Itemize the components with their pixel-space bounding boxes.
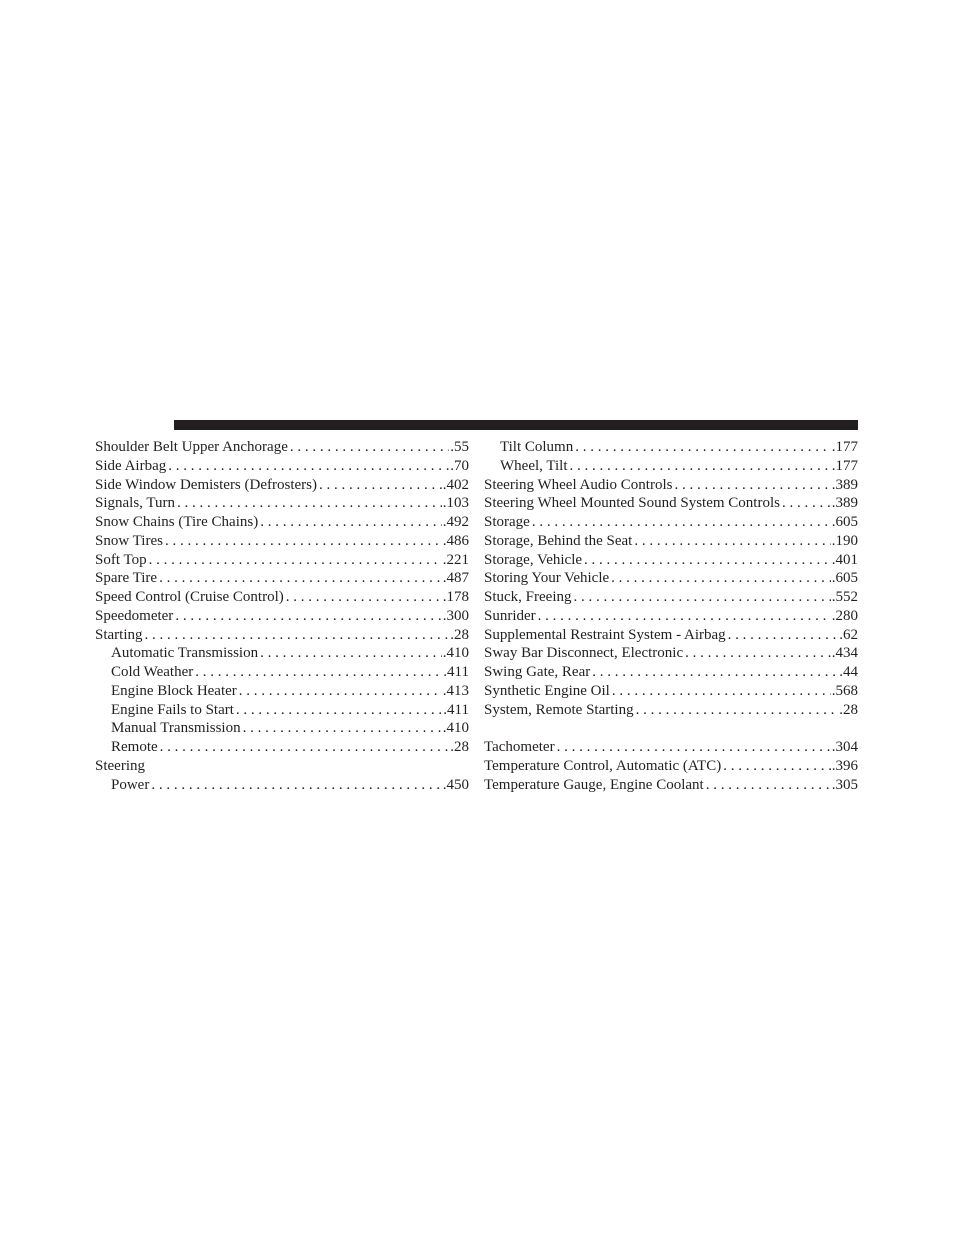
index-page-number: .70 [450, 457, 469, 474]
index-term: Starting [95, 626, 143, 643]
dot-leader [575, 438, 831, 457]
index-column-right [484, 438, 858, 794]
index-entry [484, 494, 858, 513]
index-subentry [95, 644, 469, 663]
index-page-number: .177 [831, 439, 858, 455]
index-term: Side Airbag [95, 457, 167, 474]
index-entry [484, 644, 858, 663]
index-entry [95, 607, 469, 626]
index-term: Tilt Column [500, 439, 574, 455]
index-page-number: .487 [442, 570, 469, 587]
index-page-number: .28 [450, 739, 469, 755]
index-term: Shoulder Belt Upper Anchorage [95, 439, 288, 455]
index-term: Soft Top [95, 551, 147, 568]
index-page-number: .305 [831, 776, 858, 793]
index-page-number: .28 [450, 626, 469, 643]
index-page-number: .177 [831, 457, 858, 474]
index-entry [484, 513, 858, 532]
index-term: Snow Tires [95, 532, 163, 549]
index-term: Steering Wheel Audio Controls [484, 476, 673, 493]
index-page-number: .28 [839, 701, 858, 718]
index-term: Storing Your Vehicle [484, 570, 610, 587]
index-term: Engine Fails to Start [111, 701, 234, 718]
dot-leader [592, 663, 838, 682]
dot-leader [723, 757, 831, 776]
dot-leader [574, 588, 831, 607]
index-entry [484, 532, 858, 551]
dot-leader [260, 644, 442, 663]
index-entry [484, 663, 858, 682]
index-page-number: .304 [831, 739, 858, 755]
index-term: Steering Wheel Mounted Sound System Controls [484, 495, 780, 512]
index-entry [95, 438, 469, 457]
index-page-number: .410 [442, 645, 469, 662]
index-entry [484, 626, 858, 645]
index-entry [484, 738, 858, 757]
dot-leader [145, 626, 450, 645]
index-term: Spare Tire [95, 570, 158, 587]
index-subentry [95, 719, 469, 738]
dot-leader [168, 457, 449, 476]
dot-leader [570, 457, 831, 476]
dot-leader [286, 588, 442, 607]
index-term: Synthetic Engine Oil [484, 682, 610, 699]
index-page-number: .410 [442, 720, 469, 737]
index-entry [95, 551, 469, 570]
index-entry [95, 457, 469, 476]
dot-leader [685, 644, 831, 663]
dot-leader [636, 701, 839, 720]
index-page-number: .486 [442, 532, 469, 549]
index-page-number: .492 [442, 514, 469, 530]
dot-leader [319, 476, 442, 495]
index-term: Stuck, Freeing [484, 589, 572, 605]
dot-leader [612, 682, 831, 701]
index-entry [484, 588, 858, 607]
dot-leader [290, 438, 449, 457]
index-term: Sunrider [484, 607, 536, 624]
index-page-number: .402 [442, 476, 469, 493]
index-term: Automatic Transmission [111, 645, 259, 662]
index-page-number: .450 [442, 776, 469, 793]
index-entry [95, 588, 469, 607]
dot-leader [160, 738, 450, 757]
index-page-number: .413 [442, 682, 469, 699]
dot-leader [634, 532, 830, 551]
index-entry [484, 607, 858, 626]
index-term: Snow Chains (Tire Chains) [95, 514, 259, 530]
dot-leader [611, 569, 831, 588]
index-entry [484, 776, 858, 795]
index-page-number: .221 [442, 551, 469, 568]
index-term: Cold Weather [111, 664, 194, 680]
dot-leader [239, 682, 442, 701]
index-page-number: .552 [831, 589, 858, 605]
dot-leader [149, 551, 442, 570]
index-page-number: .44 [839, 664, 858, 680]
dot-leader [159, 569, 442, 588]
dot-leader [165, 532, 442, 551]
dot-leader [557, 738, 831, 757]
dot-leader [584, 551, 831, 570]
index-entry [95, 569, 469, 588]
index-subentry [95, 738, 469, 757]
index-entry [95, 626, 469, 645]
index-page-number: .401 [831, 551, 858, 568]
index-term: Sway Bar Disconnect, Electronic [484, 645, 684, 662]
index-entry [95, 476, 469, 495]
index-column-left [95, 438, 469, 794]
dot-leader [532, 513, 831, 532]
index-term: Temperature Control, Automatic (ATC) [484, 757, 722, 774]
dot-leader [175, 607, 441, 626]
index-page-number: .55 [450, 439, 469, 455]
index-term: Remote [111, 739, 158, 755]
index-term: Tachometer [484, 739, 555, 755]
index-page-number: .605 [831, 570, 858, 587]
index-page-number: .178 [442, 589, 469, 605]
index-page-number: .389 [831, 476, 858, 493]
section-header-bar [174, 420, 858, 430]
index-term: Wheel, Tilt [500, 457, 568, 474]
dot-leader [243, 719, 442, 738]
index-subentry [95, 663, 469, 682]
index-term: Supplemental Restraint System - Airbag [484, 626, 726, 643]
dot-leader [706, 776, 831, 795]
index-page-number: .568 [831, 682, 858, 699]
index-term: Storage, Behind the Seat [484, 532, 633, 549]
index-entry [484, 476, 858, 495]
index-entry [95, 513, 469, 532]
index-entry [95, 532, 469, 551]
index-entry [484, 682, 858, 701]
index-term: Signals, Turn [95, 495, 176, 512]
dot-leader [151, 776, 441, 795]
index-term: Power [111, 776, 150, 793]
dot-leader [674, 476, 830, 495]
index-subentry [484, 457, 858, 476]
index-page-number: .300 [442, 607, 469, 624]
dot-leader [728, 626, 839, 645]
index-page-number: .280 [831, 607, 858, 624]
index-term: Swing Gate, Rear [484, 664, 591, 680]
dot-leader [782, 494, 831, 513]
dot-leader [195, 663, 442, 682]
index-page-number: .411 [443, 701, 469, 718]
index-page-number: .62 [839, 626, 858, 643]
index-entry [484, 701, 858, 720]
index-term: Side Window Demisters (Defrosters) [95, 476, 317, 493]
index-term: Temperature Gauge, Engine Coolant [484, 776, 704, 793]
index-subentry [95, 776, 469, 795]
dot-leader [260, 513, 442, 532]
index-spacer [484, 719, 858, 738]
index-entry [484, 569, 858, 588]
index-page-number: .389 [831, 495, 858, 512]
index-subentry [484, 438, 858, 457]
index-entry [95, 757, 469, 776]
index-term: Manual Transmission [111, 720, 241, 737]
index-entry [484, 757, 858, 776]
dot-leader [538, 607, 831, 626]
index-page-number: .103 [442, 495, 469, 512]
index-page-number: .434 [831, 645, 858, 662]
index-subentry [95, 701, 469, 720]
index-entry [484, 551, 858, 570]
index-page-number: .411 [443, 664, 469, 680]
index-page-number: .396 [831, 757, 858, 774]
index-entry [95, 494, 469, 513]
index-term: Speed Control (Cruise Control) [95, 589, 284, 605]
dot-leader [177, 494, 442, 513]
index-term: Storage, Vehicle [484, 551, 583, 568]
index-term: Storage [484, 514, 530, 530]
index-page-number: .190 [831, 532, 858, 549]
index-subentry [95, 682, 469, 701]
index-term: Speedometer [95, 607, 174, 624]
dot-leader [236, 701, 442, 720]
index-page-number: .605 [831, 514, 858, 530]
index-term: Steering [95, 757, 145, 774]
index-term: Engine Block Heater [111, 682, 237, 699]
index-term: System, Remote Starting [484, 701, 634, 718]
